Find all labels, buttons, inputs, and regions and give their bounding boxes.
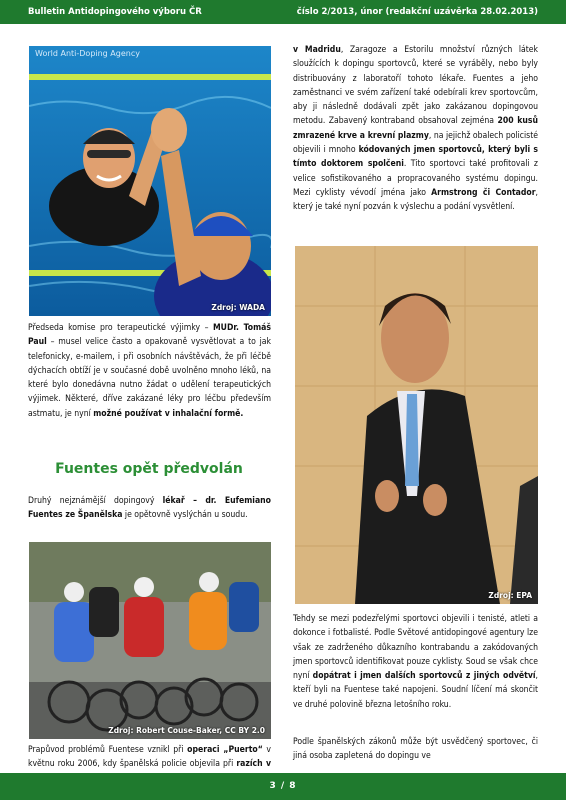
section-title: Fuentes opět předvolán bbox=[55, 461, 243, 477]
page-footer bbox=[0, 773, 566, 800]
swimmers-illustration bbox=[29, 46, 271, 316]
man-photo bbox=[295, 246, 538, 604]
photo-caption: Zdroj: WADA bbox=[211, 303, 265, 312]
left-bottom-paragraph: Prapůvod problémů Fuentese vznikl při operaci „Puerto“ v květnu roku 2006, kdy španělská policie objevila při razích v bbox=[28, 745, 271, 770]
cyclists-illustration bbox=[29, 542, 271, 739]
right-mid-paragraph: Tehdy se mezi podezřelými sportovci objevili i tenisté, atleti a dokonce i fotbalisté. Podle Světové antidopingové agentury lze však ze zadrženého důkazního kontrabandu a zakódovaných jmen sportovců identifikovat pouze cyklisty. Soud se však chce nyní dopátrat i jmen dalších sportovců z jiných odvětví, kteří byli na Fuentese také napojeni. Soudní líčení má skončit ve druhé polovině března letošního roku. bbox=[293, 614, 538, 710]
bulletin-title: Bulletin Antidopingového výboru ČR bbox=[28, 7, 202, 17]
swimmers-photo bbox=[29, 46, 271, 316]
photo-caption: Zdroj: Robert Couse-Baker, CC BY 2.0 bbox=[108, 726, 265, 735]
cyclists-photo bbox=[29, 542, 271, 739]
right-bottom-paragraph: Podle španělských zákonů může být usvědčený sportovec, či jiná osoba zapletená do dopingu ve bbox=[293, 737, 538, 762]
left-top-paragraph: Předseda komise pro terapeutické výjimky – MUDr. Tomáš Paul – musel velice často a opakovaně vysvětlovat a to jak telefonicky, e-mailem, i při osobních návštěvách, že při léčbě dýchacích obtíží je v současné době uvolněno mnoho léků, na které bylo donedávna nutno žádat o udělení terapeutických výjimek. Některé, dříve zakázané léky pro léčbu především astmatu, je nyní možné používat v inhalační formě. bbox=[28, 323, 271, 419]
right-top-paragraph: v Madridu, Zaragoze a Estorilu množství různých látek sloužících k dopingu sportovců, které se vyráběly, nebo byly distribuovány z laboratoří tohoto lékaře. Fuentes a jeho zaměstnanci ve svém zařízení také odebírali krev sportovcům, aby ji následně dodávali zpět jako zakázanou dopingovou metodu. Zabavený kontraband obsahoval zejména 200 kusů zmrazené krve a krevní plazmy, na jejichž obalech policisté objevili i mnoho kódovaných jmen sportovců, který byli s tímto doktorem spolčeni. Tito sportovci také profitovali z velice sofistikovaného a propracovaného systému dopingu. Mezi cyklisty vévodí jména jako Armstrong či Contador, který je také nyní pozván k výslechu a podání vysvětlení. bbox=[293, 45, 539, 213]
issue-info: číslo 2/2013, únor (redakční uzávěrka 28.02.2013) bbox=[296, 7, 538, 17]
photo-caption: Zdroj: EPA bbox=[488, 591, 532, 600]
page-number: 3 / 8 bbox=[269, 781, 297, 791]
left-mid-paragraph: Druhý nejznámější dopingový lékař – dr. Eufemiano Fuentes ze Španělska je opětovně vyslýchán u soudu. bbox=[28, 496, 271, 521]
man-illustration bbox=[295, 246, 538, 604]
page-header bbox=[0, 0, 566, 24]
watermark: World Anti-Doping Agency bbox=[35, 49, 140, 58]
